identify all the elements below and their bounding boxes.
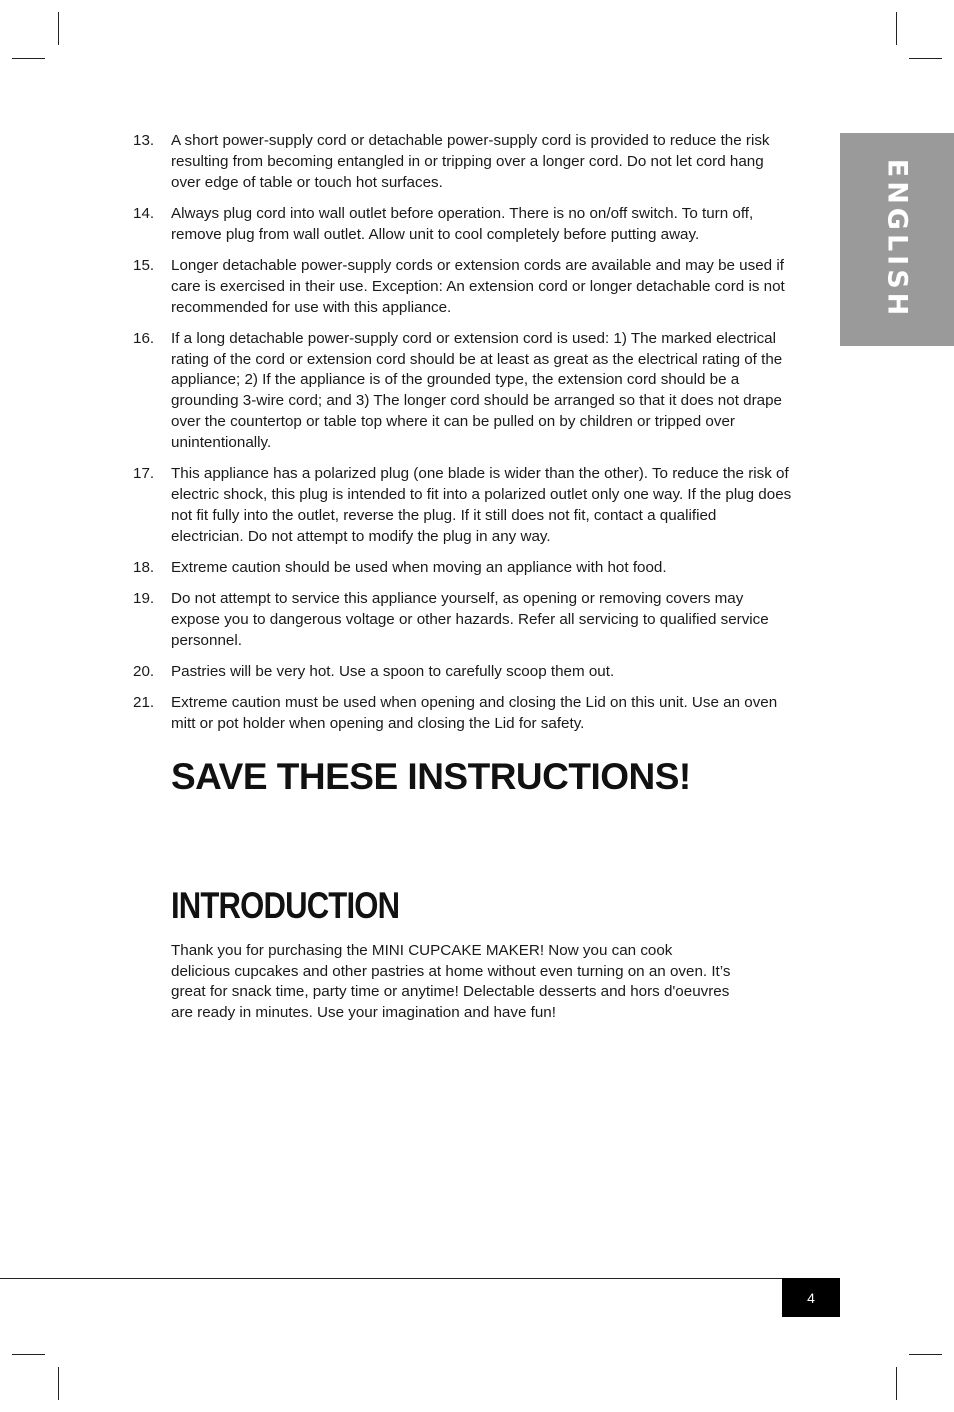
crop-mark bbox=[58, 1367, 59, 1400]
instruction-text: Extreme caution must be used when opening and closing the Lid on this unit. Use an oven mitt or pot holder when opening and closing the Lid for safety. bbox=[171, 694, 778, 733]
instruction-text: If a long detachable power-supply cord or extension cord is used: 1) The marked electrical rating of the cord or extension cord should be at least as great as the electrical rating of the appliance; 2) If the appliance is of the grounded type, the extension cord should be a grounding 3-wire cord; and 3) The longer cord should be arranged so that it does not drape over the countertop or table top where it can be pulled on by children or tripped over unintentionally. bbox=[171, 329, 783, 451]
safety-instruction-list bbox=[133, 131, 793, 745]
instruction-text: Longer detachable power-supply cords or extension cords are available and may be used if care is exercised in their use. Exception: An extension cord or longer detachable cord is not recommended for use with this appliance. bbox=[171, 256, 785, 316]
instruction-text: Do not attempt to service this appliance yourself, as opening or removing covers may expose you to dangerous voltage or other hazards. Refer all servicing to qualified service personnel. bbox=[171, 590, 769, 649]
crop-mark bbox=[909, 1354, 942, 1355]
crop-mark bbox=[896, 1367, 897, 1400]
crop-mark bbox=[909, 58, 942, 59]
introduction-heading: INTRODUCTION bbox=[171, 885, 400, 926]
footer-rule bbox=[0, 1278, 840, 1279]
instruction-number: 21. bbox=[133, 694, 155, 712]
instruction-text: A short power-supply cord or detachable power-supply cord is provided to reduce the risk resulting from becoming entangled in or tripping over a longer cord. Do not let cord hang over edge of table or touch hot surfaces. bbox=[171, 132, 770, 191]
instruction-item bbox=[133, 589, 793, 651]
instruction-text: This appliance has a polarized plug (one blade is wider than the other). To reduce the risk of electric shock, this plug is intended to fit into a polarized outlet only one way. If the plug does not fit fully into the outlet, reverse the plug. If it still does not fit, contact a qualified electrician. Do not attempt to modify the plug in any way. bbox=[171, 465, 792, 545]
instruction-item bbox=[133, 558, 793, 579]
instruction-number: 16. bbox=[133, 329, 155, 347]
instruction-item bbox=[133, 662, 793, 683]
page-number: 4 bbox=[782, 1278, 840, 1317]
instruction-text: Always plug cord into wall outlet before operation. There is no on/off switch. To turn off, remove plug from wall outlet. Allow unit to cool completely before putting away. bbox=[171, 204, 754, 243]
instruction-item bbox=[133, 204, 793, 246]
crop-mark bbox=[58, 12, 59, 45]
crop-mark bbox=[12, 1354, 45, 1355]
instruction-number: 15. bbox=[133, 256, 155, 274]
introduction-body: Thank you for purchasing the MINI CUPCAKE MAKER! Now you can cook delicious cupcakes and other pastries at home without even turning on an oven. It’s great for snack time, party time or anytime! Delectable desserts and hors d'oeuvres are ready in minutes. Use your imagination and have fun! bbox=[171, 942, 731, 1021]
instruction-number: 17. bbox=[133, 465, 155, 483]
language-tab bbox=[840, 133, 954, 346]
crop-mark bbox=[896, 12, 897, 45]
save-instructions-heading: SAVE THESE INSTRUCTIONS! bbox=[171, 756, 691, 797]
instruction-item bbox=[133, 329, 793, 454]
instruction-number: 14. bbox=[133, 204, 155, 222]
language-tab-label: ENGLISH bbox=[881, 158, 913, 320]
instruction-text: Pastries will be very hot. Use a spoon to carefully scoop them out. bbox=[171, 663, 615, 681]
instruction-text: Extreme caution should be used when moving an appliance with hot food. bbox=[171, 558, 667, 576]
instruction-item bbox=[133, 693, 793, 735]
crop-mark bbox=[12, 58, 45, 59]
instruction-item bbox=[133, 131, 793, 193]
instruction-number: 18. bbox=[133, 558, 155, 576]
instruction-number: 19. bbox=[133, 590, 155, 608]
instruction-item bbox=[133, 256, 793, 318]
instruction-number: 20. bbox=[133, 663, 155, 681]
instruction-number: 13. bbox=[133, 132, 155, 149]
instruction-item bbox=[133, 464, 793, 547]
